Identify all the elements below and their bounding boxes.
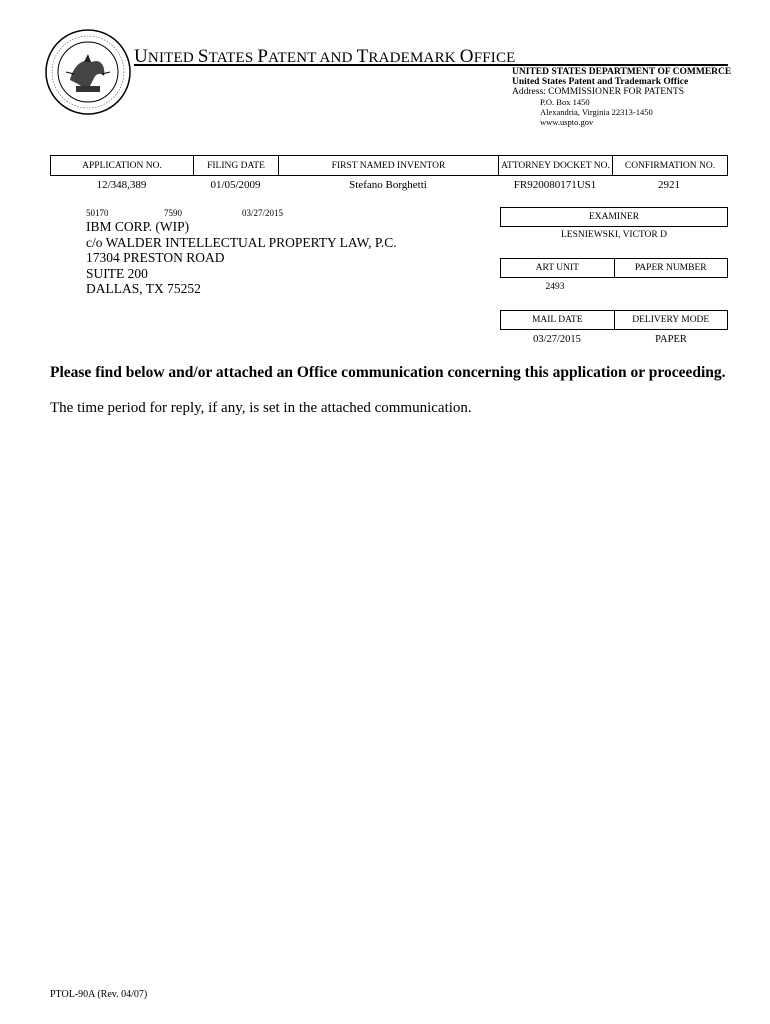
examiner-name: LESNIEWSKI, VICTOR D bbox=[561, 230, 667, 240]
art-unit-value: 2493 bbox=[545, 282, 565, 292]
header-filing-date: FILING DATE bbox=[194, 156, 279, 175]
first-named-inventor: Stefano Borghetti bbox=[349, 179, 427, 191]
mailing-header bbox=[500, 310, 728, 330]
application-table-values bbox=[50, 179, 728, 191]
delivery-mode-label: DELIVERY MODE bbox=[614, 311, 728, 329]
po-box: P.O. Box 1450 bbox=[540, 97, 590, 107]
delivery-mode-value: PAPER bbox=[655, 334, 687, 345]
correspondence-date: 03/27/2015 bbox=[242, 208, 284, 218]
header-first-named-inventor: FIRST NAMED INVENTOR bbox=[279, 156, 499, 175]
address-line-3: 17304 PRESTON ROAD bbox=[86, 250, 225, 265]
header-application-no: APPLICATION NO. bbox=[51, 156, 194, 175]
attorney-docket-no: FR920080171US1 bbox=[513, 179, 597, 191]
title-divider bbox=[134, 64, 728, 66]
correspondence-codes bbox=[86, 208, 283, 218]
mailing-values bbox=[500, 334, 728, 345]
confirmation-no: 2921 bbox=[658, 179, 680, 191]
form-number: PTOL-90A (Rev. 04/07) bbox=[50, 989, 148, 1000]
customer-number: 50170 bbox=[86, 208, 109, 218]
department-address-block bbox=[512, 67, 731, 127]
application-table-header bbox=[50, 155, 728, 176]
uspto-seal-icon bbox=[44, 28, 132, 116]
address-line-2: c/o WALDER INTELLECTUAL PROPERTY LAW, P.C. bbox=[86, 234, 397, 250]
office-name: United States Patent and Trademark Office bbox=[512, 77, 689, 87]
address-line: Address: COMMISSIONER FOR PATENTS bbox=[512, 87, 684, 97]
office-title: UNITED STATES PATENT AND TRADEMARK OFFICE bbox=[134, 46, 516, 67]
notice-text: Please find below and/or attached an Office communication concerning this application or proceeding. bbox=[50, 364, 726, 381]
address-line-5: DALLAS, TX 75252 bbox=[86, 281, 201, 296]
correspondence-address bbox=[86, 219, 397, 297]
art-unit-label: ART UNIT bbox=[535, 263, 579, 273]
department-name: UNITED STATES DEPARTMENT OF COMMERCE bbox=[512, 67, 732, 77]
correspondence-code: 7590 bbox=[164, 208, 182, 218]
header-confirmation-no: CONFIRMATION NO. bbox=[624, 160, 716, 171]
art-unit-header bbox=[500, 258, 728, 278]
filing-date: 01/05/2009 bbox=[210, 179, 261, 191]
reply-period-text: The time period for reply, if any, is set in the attached communication. bbox=[50, 400, 472, 416]
application-no: 12/348,389 bbox=[96, 179, 147, 191]
paper-number-label: PAPER NUMBER bbox=[614, 259, 728, 277]
header-attorney-docket-no: ATTORNEY DOCKET NO. bbox=[499, 156, 613, 175]
address-line-4: SUITE 200 bbox=[86, 265, 148, 281]
mail-date-label: MAIL DATE bbox=[531, 315, 583, 325]
website-link[interactable]: www.uspto.gov bbox=[540, 117, 594, 127]
examiner-header bbox=[500, 207, 728, 227]
address-line-1: IBM CORP. (WIP) bbox=[86, 219, 190, 234]
city-line: Alexandria, Virginia 22313-1450 bbox=[540, 107, 653, 117]
mail-date-value: 03/27/2015 bbox=[533, 334, 581, 345]
examiner-label: EXAMINER bbox=[588, 212, 640, 222]
